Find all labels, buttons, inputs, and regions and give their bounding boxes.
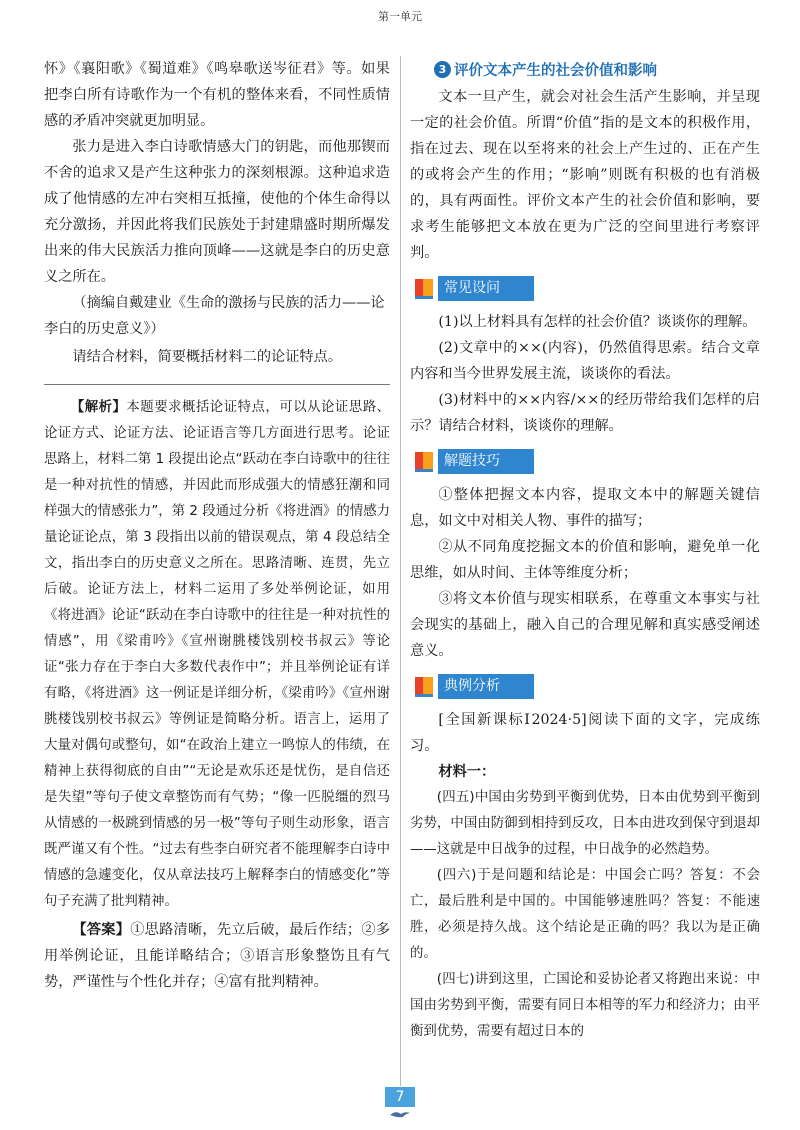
question-item: (3)材料中的××内容/××的经历带给我们怎样的启示？请结合材料，谈谈你的理解。: [410, 392, 760, 434]
technique-item: ③将文本价值与现实相联系，在尊重文本事实与社会现实的基础上，融入自己的合理见解和真实感受阐述意义。: [410, 591, 760, 659]
question-item: (1)以上材料具有怎样的社会价值？谈谈你的理解。: [438, 314, 757, 330]
book-icon: [412, 674, 438, 699]
intro-paragraph: 文本一旦产生，就会对社会生活产生影响，并呈现一定的社会价值。所谓“价值”指的是文本的积极作用，指在过去、现在以至将来的社会上产生过的、正在产生的或将会产生的作用；“影响”则既有积极的也有消极的，具有两面性。评价文本产生的社会价值和影响，要求考生能够把文本放在更为广泛的空间里进行考察评判。: [410, 89, 760, 261]
material-title: 材料一：: [438, 764, 496, 780]
section-label: 解题技巧: [438, 449, 534, 474]
right-column: [410, 56, 760, 1045]
section-label: 典例分析: [438, 674, 534, 699]
material-paragraph: (四五)中国由劣势到平衡到优势，日本由优势到平衡到劣势，中国由防御到相持到反攻，日本由进攻到保守到退却——这就是中日战争的过程，中日战争的必然趋势。: [410, 790, 760, 857]
material-paragraph-2: 张力是进入李白诗歌情感大门的钥匙，而他那锲而不舍的追求又是产生这种张力的深刻根源。这种追求造成了他情感的左冲右突相互抵撞，使他的个体生命得以充分激扬，并因此将我们民族处于封建鼎盛时期所爆发出来的伟大民族活力推向顶峰——这就是李白的历史意义之所在。: [44, 139, 390, 285]
book-icon: [412, 449, 438, 474]
question-prompt: 请结合材料，简要概括材料二的论证特点。: [72, 349, 342, 365]
answer-text: ①思路清晰，先立后破，最后作结；②多用举例论证，且能详略结合；③语言形象整饬且有气势，严谨性与个性化并存；④富有批判精神。: [44, 922, 390, 990]
analysis-block: [44, 395, 390, 915]
section-separator: [44, 384, 390, 385]
answer-block: [44, 917, 390, 995]
section-label: 常见设问: [438, 276, 534, 301]
subsection-title: 评价文本产生的社会价值和影响: [454, 62, 657, 79]
technique-item: ②从不同角度挖掘文本的价值和影响，避免单一化思维，如从时间、主体等维度分析；: [410, 539, 760, 581]
analysis-tag: 【解析】: [70, 400, 127, 415]
technique-item: ①整体把握文本内容，提取文本中的解题关键信息，如文中对相关人物、事件的描写；: [410, 487, 760, 529]
material-paragraph: (四七)讲到这里，亡国论和妥协论者又将跑出来说：中国由劣势到平衡，需要有同日本相等的军力和经济力；由平衡到优势，需要有超过日本的: [410, 972, 760, 1039]
analysis-text: 本题要求概括论证特点，可以从论证思路、论证方式、论证方法、论证语言等几方面进行思考。论证思路上，材料二第 1 段提出论点“跃动在李白诗歌中的往往是一种对抗性的情感，并因此而形成强大的情感狂潮和同样强大的情感张力”，第 2 段通过分析《将进酒》的情感力量论证论点，第 3 段指出以前的错误观点，第 4 段总结全文，指出李白的历史意义之所在。思路清晰、连贯，先立后破。论证方法上，材料二运用了多处举例论证，如用《将进酒》论证“跃动在李白诗歌中的往往是一种对抗性的情感”，用《梁甫吟》《宣州谢朓楼饯别校书叔云》等论证“张力存在于李白大多数代表作中”；并且举例论证有详有略，《将进酒》这一例证是详细分析，《梁甫吟》《宣州谢朓楼饯别校书叔云》等例证是简略分析。语言上，运用了大量对偶句或整句，如“在政治上建立一鸣惊人的伟绩，在精神上获得彻底的自由”“无论是欢乐还是忧伤，是自信还是失望”等句子使文章整饬而有气势；“像一匹脱缰的烈马从情感的一极跳到情感的另一极”等句子则生动形象，语言既严谨又有个性。“过去有些李白研究者不能理解李白诗中情感的急遽变化，仅从章法技巧上解释李白的情感变化”等句子充满了批判精神。: [44, 400, 391, 909]
subsection-heading: [410, 56, 760, 82]
answer-tag: 【答案】: [72, 922, 131, 938]
section-header-example: [412, 674, 534, 699]
left-column: [44, 56, 390, 995]
running-header: 第一单元: [378, 10, 422, 23]
bird-ornament-icon: [388, 1109, 412, 1119]
source-citation: （摘编自戴建业《生命的激扬与民族的活力——论李白的历史意义》）: [44, 295, 385, 337]
page-number: 7: [385, 1087, 415, 1107]
question-item: (2)文章中的××(内容)，仍然值得思索。结合文章内容和当今世界发展主流，谈谈你的看法。: [410, 340, 760, 382]
material-paragraph-1: 怀》《襄阳歌》《蜀道难》《鸣皋歌送岑征君》等。如果把李白所有诗歌作为一个有机的整体来看，不同性质情感的矛盾冲突就更加明显。: [44, 61, 390, 129]
example-intro: [全国新课标Ⅰ2024·5]阅读下面的文字，完成练习。: [410, 712, 760, 754]
column-divider: [400, 56, 401, 1086]
book-icon: [412, 276, 438, 301]
number-circle-icon: 3: [434, 61, 451, 78]
material-paragraph: (四六)于是问题和结论是：中国会亡吗？答复：不会亡，最后胜利是中国的。中国能够速胜吗？答复：不能速胜，必须是持久战。这个结论是正确的吗？我以为是正确的。: [410, 868, 760, 961]
section-header-techniques: [412, 449, 534, 474]
section-header-common-questions: [412, 276, 534, 301]
